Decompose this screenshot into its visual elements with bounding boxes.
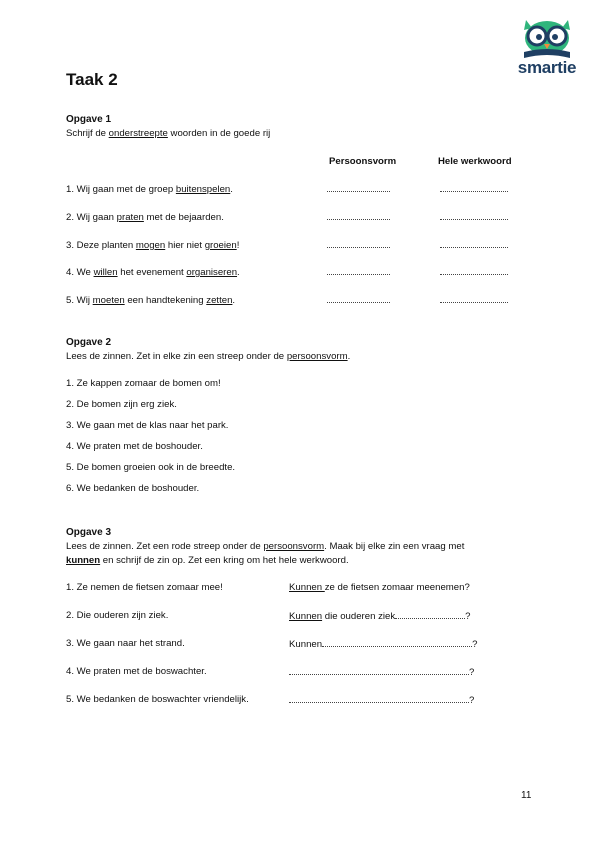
answer-line[interactable] [289,666,469,675]
smartie-logo [510,14,584,84]
opgave3-answer[interactable]: ? [289,694,474,706]
opgave3-sentence[interactable]: 3. We gaan naar het strand. [66,638,185,649]
opgave2-instruction: Lees de zinnen. Zet in elke zin een streep onder de persoonsvorm. [66,351,351,362]
column-header-hele-werkwoord: Hele werkwoord [438,156,512,167]
opgave1-row: 5. Wij moeten een handtekening zetten. [66,295,236,306]
opgave3-instruction-line1: Lees de zinnen. Zet een rode streep onder de persoonsvorm. Maak bij elke zin een vraag met [66,541,465,552]
page-title: Taak 2 [66,70,118,89]
opgave1-row: 4. We willen het evenement organiseren. [66,267,240,278]
answer-line-hele-werkwoord[interactable] [440,239,508,248]
opgave3-sentence[interactable]: 1. Ze nemen de fietsen zomaar mee! [66,582,223,593]
opgave2-sentence[interactable]: 5. De bomen groeien ook in de breedte. [66,462,236,473]
answer-line-persoonsvorm[interactable] [327,183,390,192]
opgave2-sentence[interactable]: 6. We bedanken de boshouder. [66,483,200,494]
opgave3-answer[interactable]: Kunnen ? [289,639,478,650]
opgave2-sentence[interactable]: 1. Ze kappen zomaar de bomen om! [66,378,221,389]
answer-line-hele-werkwoord[interactable] [440,294,508,303]
opgave3-sentence[interactable]: 4. We praten met de boswachter. [66,666,207,677]
owl-with-glasses-icon [518,14,576,60]
opgave2-title: Opgave 2 [66,337,112,348]
answer-line-hele-werkwoord[interactable] [440,266,508,275]
answer-line-persoonsvorm[interactable] [327,266,390,275]
opgave3-title: Opgave 3 [66,527,112,538]
opgave3-answer[interactable]: ? [289,666,474,678]
opgave1-title: Opgave 1 [66,114,112,125]
answer-line[interactable] [322,638,472,647]
answer-line-hele-werkwoord[interactable] [440,183,508,192]
opgave2-sentence[interactable]: 4. We praten met de boshouder. [66,441,203,452]
answer-line-persoonsvorm[interactable] [327,211,390,220]
answer-line-persoonsvorm[interactable] [327,294,390,303]
answer-line[interactable] [289,694,469,703]
opgave3-instruction-line2: kunnen en schrijf de zin op. Zet een kring om het hele werkwoord. [66,555,349,566]
opgave1-instruction: Schrijf de onderstreepte woorden in de goede rij [66,128,271,139]
opgave1-row: 1. Wij gaan met de groep buitenspelen. [66,184,233,195]
opgave3-answer[interactable]: Kunnen die ouderen ziek ? [289,611,471,622]
answer-line-persoonsvorm[interactable] [327,239,390,248]
opgave3-answer: Kunnen ze de fietsen zomaar meenemen? [289,582,470,593]
answer-line[interactable] [395,610,465,619]
opgave3-sentence[interactable]: 2. Die ouderen zijn ziek. [66,610,169,621]
opgave1-row: 2. Wij gaan praten met de bejaarden. [66,212,224,223]
column-header-persoonsvorm: Persoonsvorm [329,156,397,167]
opgave1-row: 3. Deze planten mogen hier niet groeien! [66,240,240,251]
opgave2-sentence[interactable]: 3. We gaan met de klas naar het park. [66,420,229,431]
logo-text: smartie [517,58,577,77]
answer-line-hele-werkwoord[interactable] [440,211,508,220]
opgave2-sentence[interactable]: 2. De bomen zijn erg ziek. [66,399,177,410]
opgave3-sentence[interactable]: 5. We bedanken de boswachter vriendelijk. [66,694,249,705]
page-number: 11 [521,790,532,801]
